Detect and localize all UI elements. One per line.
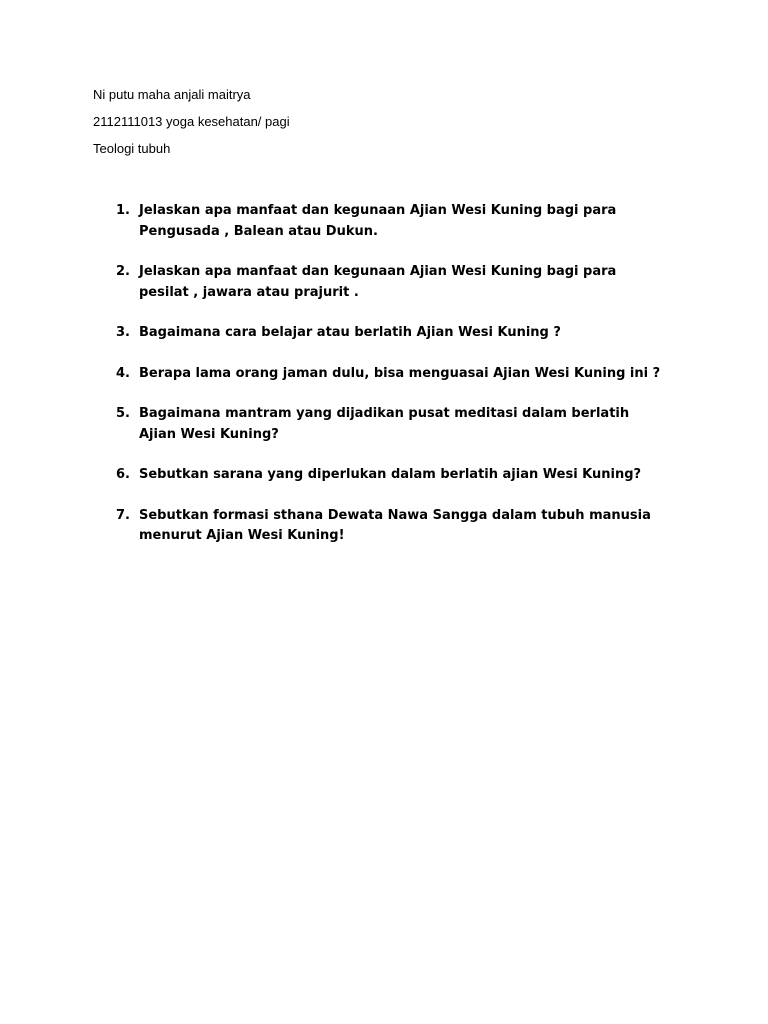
question-text: Sebutkan sarana yang diperlukan dalam berlatih ajian Wesi Kuning? — [139, 467, 642, 482]
question-text: Jelaskan apa manfaat dan kegunaan Ajian Wesi Kuning bagi para pesilat , jawara atau prajurit . — [139, 264, 617, 300]
list-item — [116, 201, 696, 242]
list-item — [116, 364, 696, 385]
question-text: Jelaskan apa manfaat dan kegunaan Ajian Wesi Kuning bagi para Pengusada , Balean atau Dukun. — [139, 203, 617, 239]
list-item — [116, 465, 696, 486]
document-header — [93, 86, 693, 167]
question-text: Bagaimana cara belajar atau berlatih Ajian Wesi Kuning ? — [139, 325, 561, 340]
question-text: Berapa lama orang jaman dulu, bisa menguasai Ajian Wesi Kuning ini ? — [139, 365, 661, 381]
list-item — [116, 404, 696, 445]
question-number: 4. — [116, 365, 130, 381]
list-item — [116, 506, 696, 547]
question-number: 6. — [116, 467, 130, 482]
list-item — [116, 323, 696, 344]
student-id-class: 2112111013 yoga kesehatan/ pagi — [93, 114, 290, 129]
list-item — [116, 262, 696, 303]
question-list — [116, 201, 696, 567]
question-number: 1. — [116, 203, 130, 218]
question-number: 7. — [116, 507, 130, 523]
question-number: 5. — [116, 406, 130, 421]
question-text: Sebutkan formasi sthana Dewata Nawa Sangga dalam tubuh manusia menurut Ajian Wesi Kuning! — [139, 507, 651, 543]
subject-title: Teologi tubuh — [93, 141, 171, 156]
question-number: 2. — [116, 264, 130, 279]
student-name: Ni putu maha anjali maitrya — [93, 87, 251, 102]
question-text: Bagaimana mantram yang dijadikan pusat meditasi dalam berlatih Ajian Wesi Kuning? — [139, 406, 630, 442]
question-number: 3. — [116, 325, 130, 340]
